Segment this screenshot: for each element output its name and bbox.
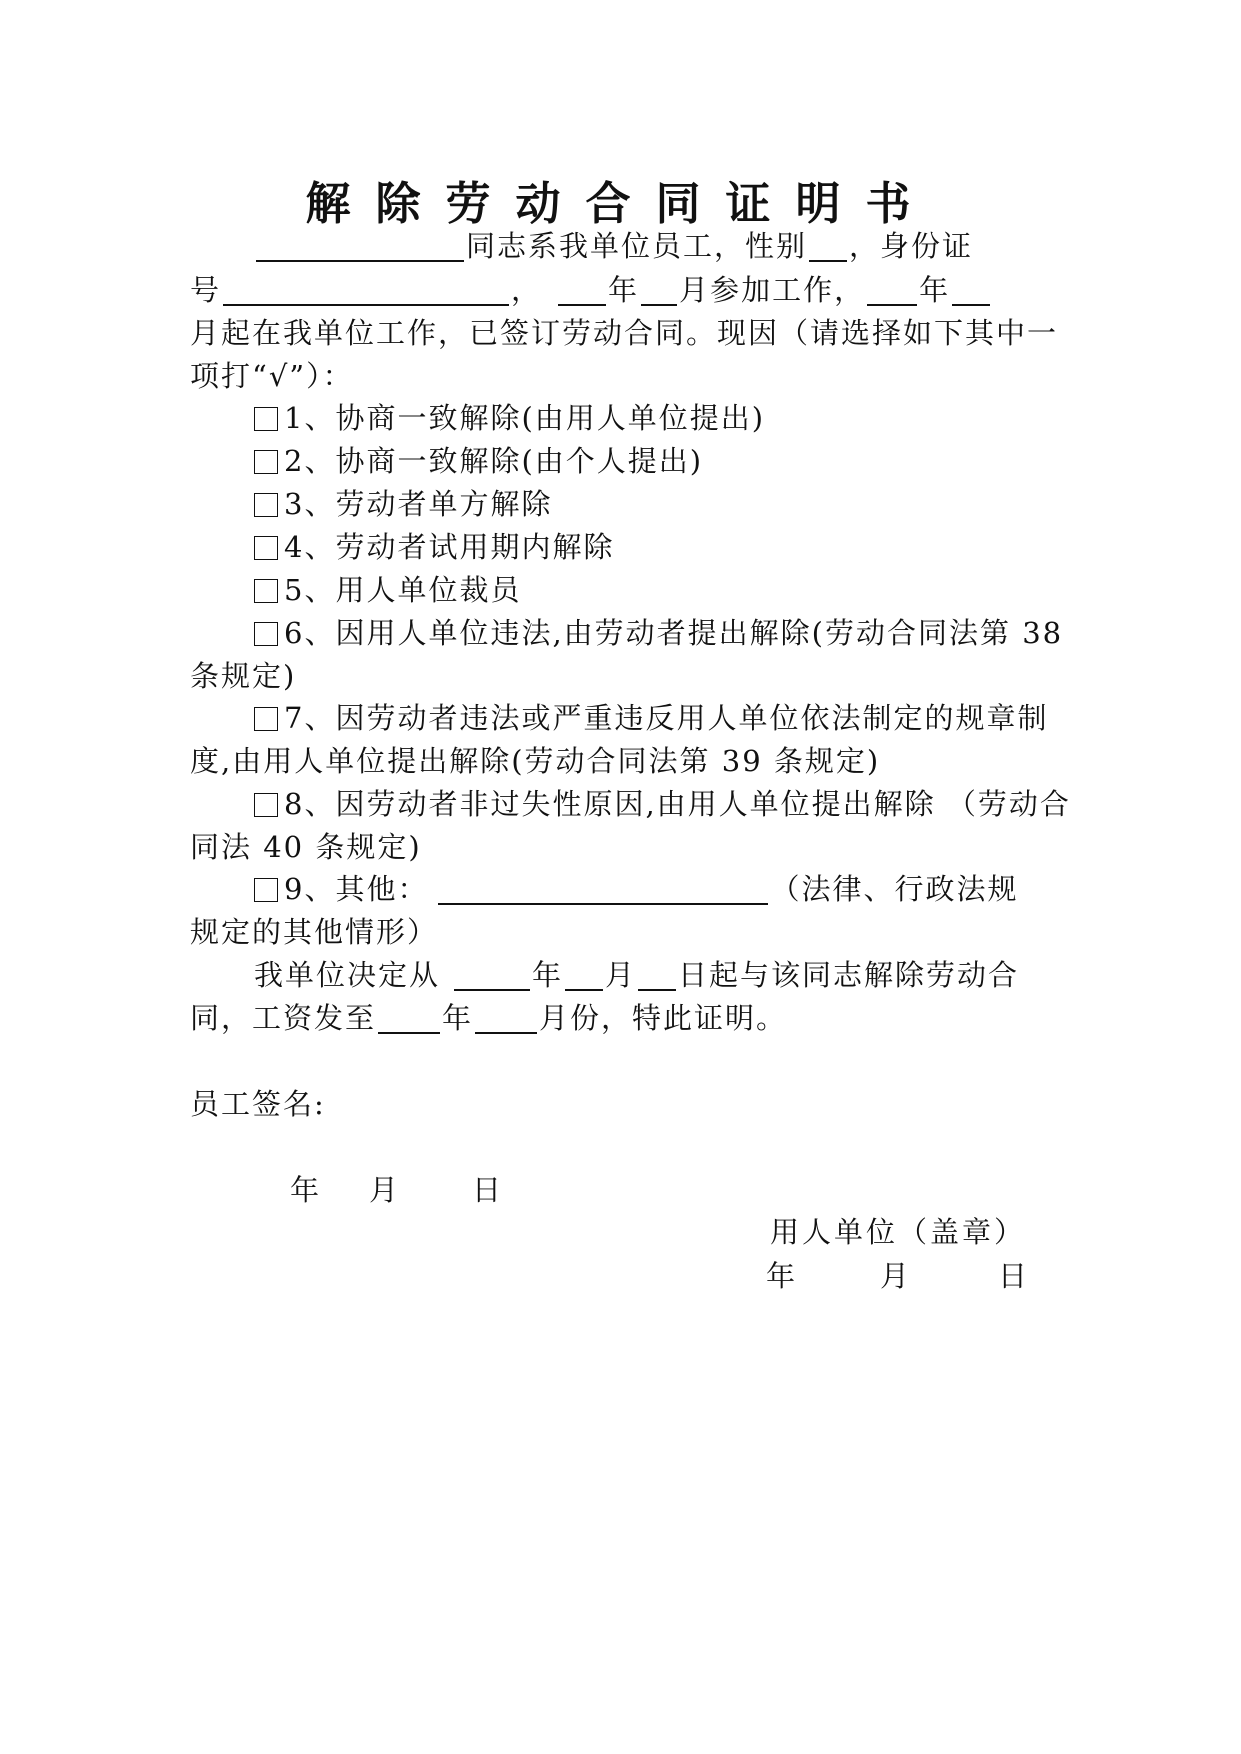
option-1-checkbox[interactable] — [254, 407, 278, 431]
employer-seal-month: 月 — [880, 1259, 910, 1293]
option-7-checkbox[interactable] — [254, 707, 278, 731]
option-9: 9、其他： （法律、行政法规 — [254, 869, 1018, 909]
option-2-checkbox[interactable] — [254, 450, 278, 474]
option-4: 4、劳动者试用期内解除 — [254, 527, 614, 567]
option-8-checkbox[interactable] — [254, 793, 278, 817]
termination-year-blank[interactable] — [454, 957, 530, 991]
document-title: 解除劳动合同证明书 — [305, 177, 936, 230]
option-6: 6、因用人单位违法,由劳动者提出解除(劳动合同法第 38 — [254, 613, 1063, 653]
option-4-checkbox[interactable] — [254, 536, 278, 560]
termination-day-blank[interactable] — [638, 957, 676, 991]
termination-month-blank[interactable] — [565, 957, 603, 991]
intro-line-2: 号 ， 年 月参加工作， 年 — [190, 270, 992, 310]
option-8: 8、因劳动者非过失性原因,由用人单位提出解除 （劳动合 — [254, 784, 1071, 824]
work-start-month-blank[interactable] — [641, 272, 677, 306]
option-7: 7、因劳动者违法或严重违反用人单位依法制定的规章制 — [254, 698, 1048, 738]
option-7-continued: 度,由用人单位提出解除(劳动合同法第 39 条规定) — [190, 744, 881, 778]
employer-seal-label: 用人单位（盖章） — [770, 1215, 1027, 1249]
other-reason-blank[interactable] — [438, 871, 768, 905]
decision-line-2: 同，工资发至 年 月份，特此证明。 — [190, 1001, 788, 1035]
employ-year-blank[interactable] — [867, 272, 917, 306]
intro-line-4: 项打“√”）： — [190, 359, 354, 393]
employ-month-blank[interactable] — [952, 272, 990, 306]
employee-signature-label: 员工签名: — [190, 1087, 326, 1121]
option-9-checkbox[interactable] — [254, 878, 278, 902]
option-3-checkbox[interactable] — [254, 493, 278, 517]
salary-month-blank[interactable] — [475, 1000, 537, 1034]
option-5: 5、用人单位裁员 — [254, 570, 521, 610]
intro-line-1: 同志系我单位员工，性别 ，身份证 — [254, 226, 973, 266]
employee-sign-day: 日 — [472, 1173, 502, 1207]
decision-line-1: 我单位决定从 年 月 日起与该同志解除劳动合 — [254, 958, 1020, 992]
employer-seal-day: 日 — [998, 1259, 1028, 1293]
option-3: 3、劳动者单方解除 — [254, 484, 552, 524]
option-1: 1、协商一致解除(由用人单位提出) — [254, 398, 765, 438]
option-2: 2、协商一致解除(由个人提出) — [254, 441, 703, 481]
employer-seal-year: 年 — [766, 1259, 796, 1293]
employee-sign-year: 年 — [290, 1173, 320, 1207]
option-9-continued: 规定的其他情形） — [190, 915, 439, 949]
option-6-continued: 条规定) — [190, 659, 297, 693]
intro-line-3: 月起在我单位工作，已签订劳动合同。现因（请选择如下其中一 — [190, 316, 1059, 350]
option-5-checkbox[interactable] — [254, 579, 278, 603]
employee-name-blank[interactable] — [256, 228, 464, 262]
salary-year-blank[interactable] — [378, 1000, 440, 1034]
employee-sign-month: 月 — [369, 1173, 399, 1207]
id-number-blank[interactable] — [223, 272, 509, 306]
work-start-year-blank[interactable] — [558, 272, 606, 306]
option-8-continued: 同法 40 条规定) — [190, 830, 422, 864]
gender-blank[interactable] — [809, 228, 847, 262]
option-6-checkbox[interactable] — [254, 622, 278, 646]
